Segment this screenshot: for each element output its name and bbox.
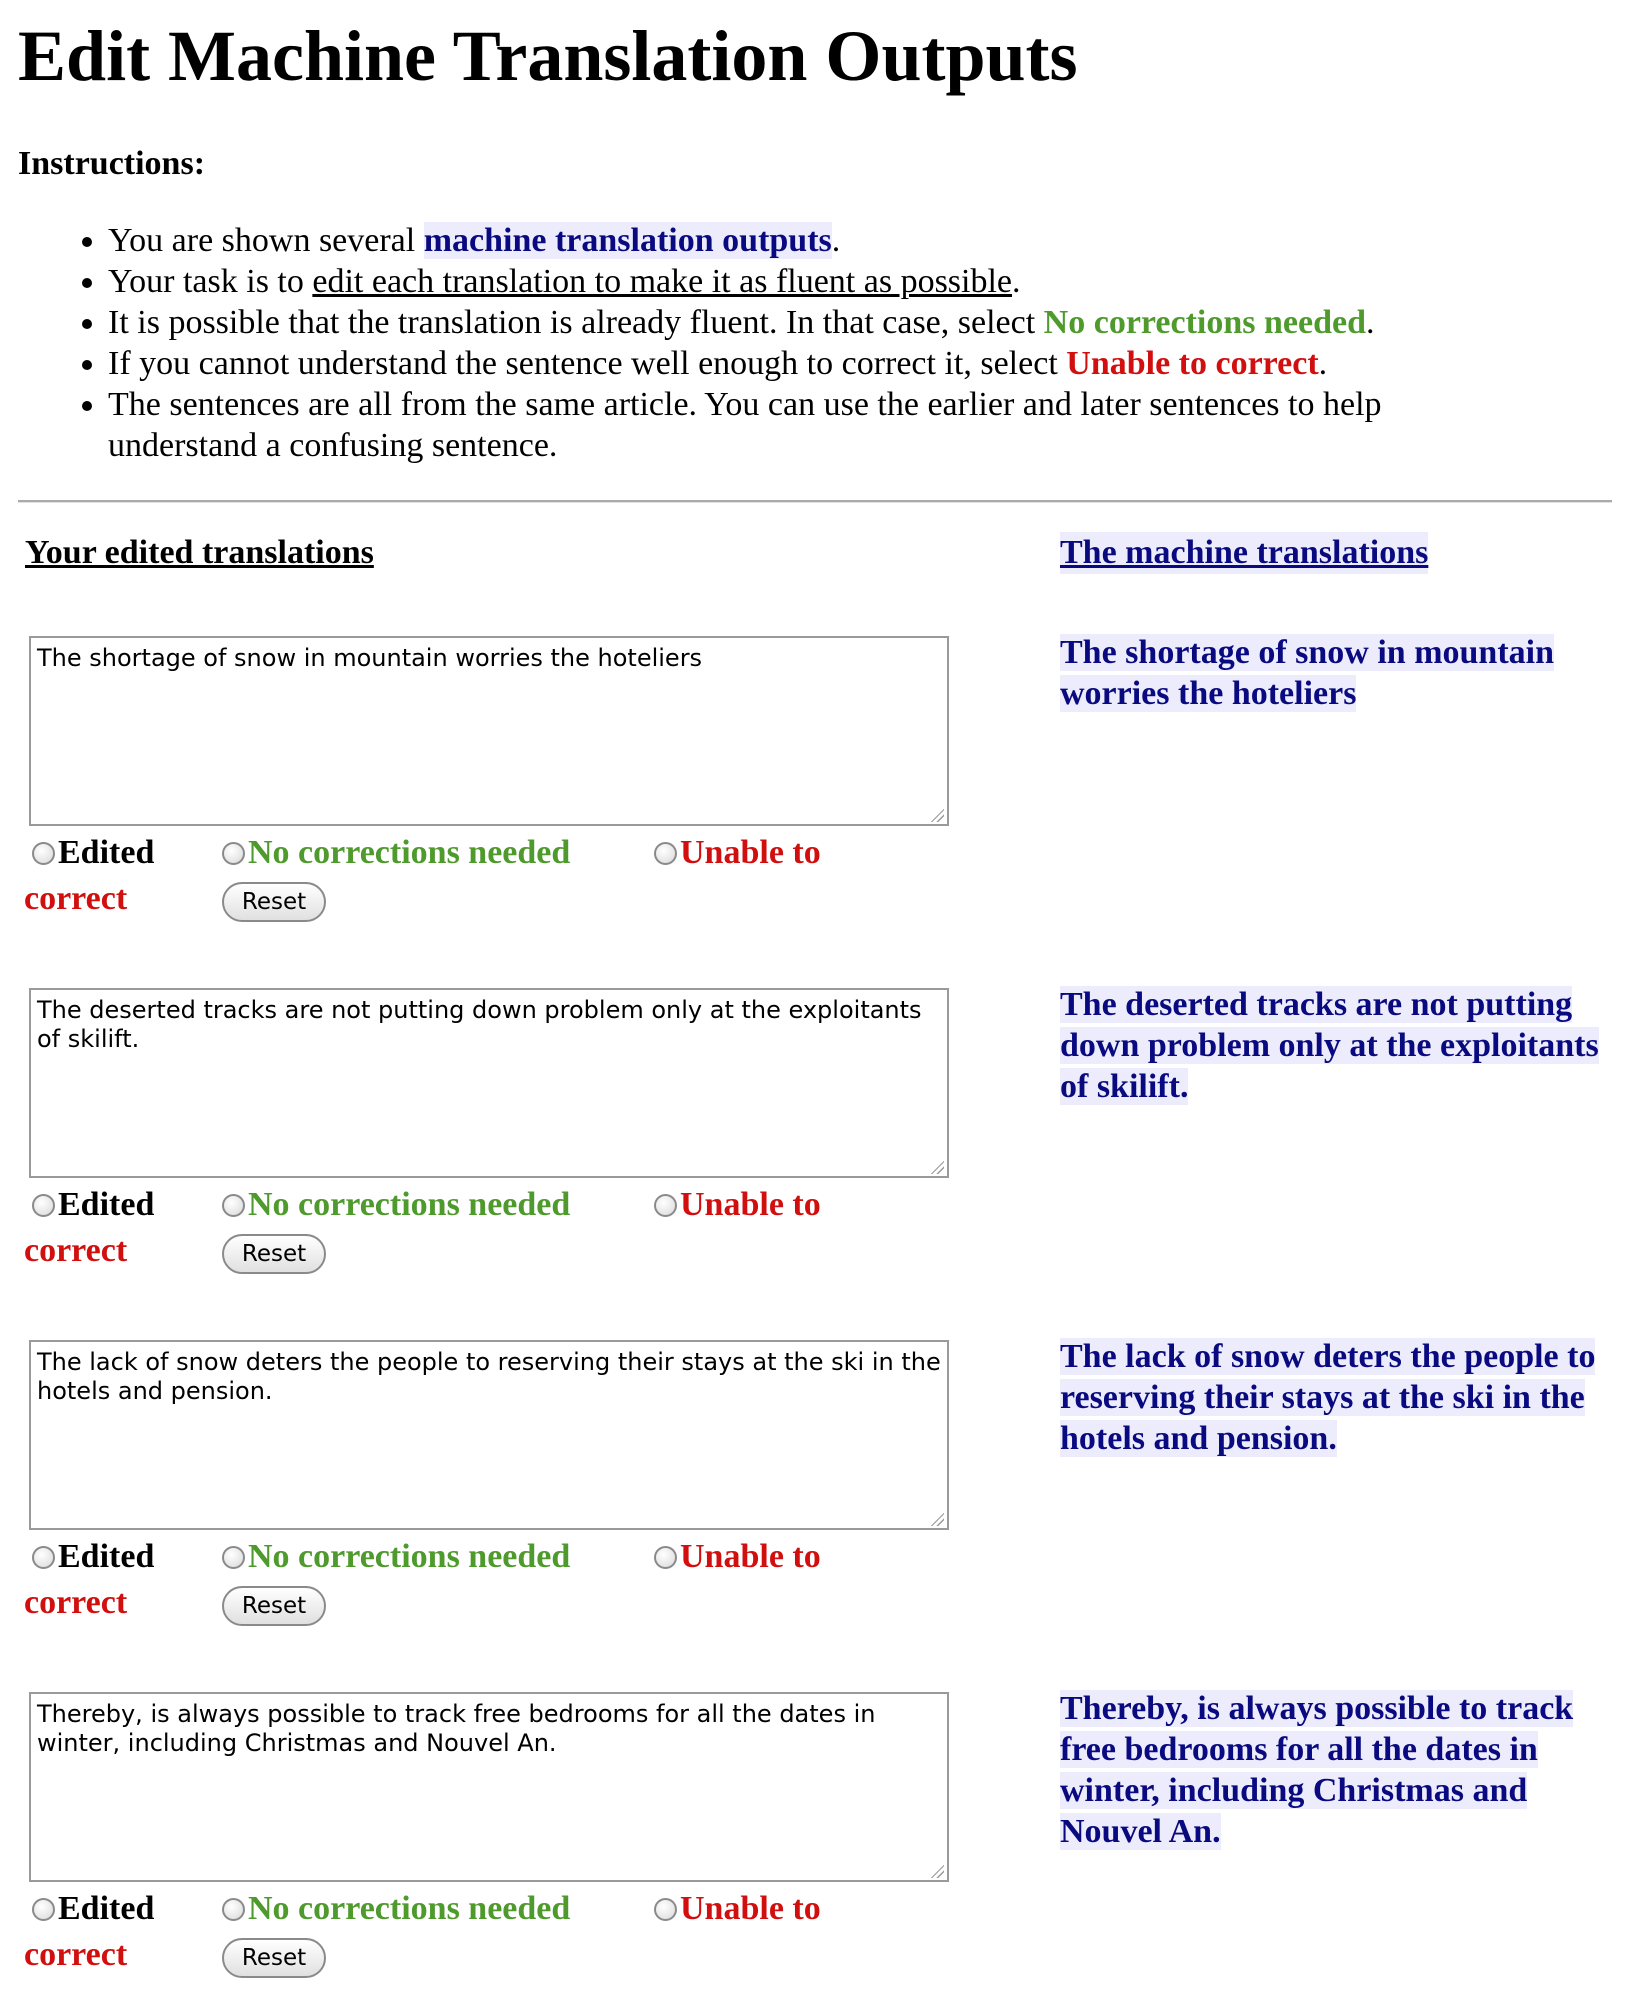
machine-translation-text: Thereby, is always possible to track free bedrooms for all the dates in winter, including Christmas and Nouvel An. xyxy=(1060,1690,1574,1850)
instruction-text: You are shown several xyxy=(108,222,424,259)
machine-translation xyxy=(1060,1336,1610,1459)
instruction-item xyxy=(108,343,1528,384)
sentence-block xyxy=(0,1692,1630,1992)
page-title: Edit Machine Translation Outputs xyxy=(18,16,1078,96)
choice-row xyxy=(0,1182,900,1282)
edited-option[interactable] xyxy=(32,1534,154,1580)
unable-label-continuation: correct xyxy=(24,880,128,917)
unable-radio[interactable] xyxy=(654,1546,677,1569)
no-corrections-option[interactable] xyxy=(222,1182,570,1228)
resize-grip-icon[interactable] xyxy=(928,1158,944,1174)
instruction-item xyxy=(108,220,1528,261)
translation-edit-field[interactable] xyxy=(29,1692,949,1882)
machine-translation-text: The shortage of snow in mountain worries the hoteliers xyxy=(1060,634,1555,712)
no-corrections-radio[interactable] xyxy=(222,1898,245,1921)
resize-grip-icon[interactable] xyxy=(928,806,944,822)
edited-radio[interactable] xyxy=(32,1898,55,1921)
resize-grip-icon[interactable] xyxy=(928,1510,944,1526)
unable-label: Unable to xyxy=(680,1890,821,1927)
unable-label: Unable to xyxy=(680,1538,821,1575)
instruction-text: . xyxy=(1012,263,1021,300)
translation-edit-field[interactable] xyxy=(29,988,949,1178)
sentence-block xyxy=(0,636,1630,936)
translation-edit-field[interactable] xyxy=(29,636,949,826)
reset-button[interactable]: Reset xyxy=(222,882,326,922)
no-corrections-label: No corrections needed xyxy=(248,1538,571,1575)
edited-radio[interactable] xyxy=(32,842,55,865)
instruction-underline: edit each translation to make it as fluent as possible xyxy=(312,263,1013,300)
instruction-text: The sentences are all from the same article. You can use the earlier and later sentences to help understand a confusing sentence. xyxy=(108,386,1382,464)
unable-option[interactable] xyxy=(654,1886,821,1932)
unable-label: Unable to xyxy=(680,834,821,871)
unable-radio[interactable] xyxy=(654,842,677,865)
unable-radio[interactable] xyxy=(654,1898,677,1921)
edited-label: Edited xyxy=(58,834,155,871)
edited-option[interactable] xyxy=(32,1886,154,1932)
no-corrections-radio[interactable] xyxy=(222,842,245,865)
edited-translations-heading: Your edited translations xyxy=(25,534,374,571)
divider xyxy=(18,500,1612,503)
edited-option[interactable] xyxy=(32,830,154,876)
unable-label-continuation: correct xyxy=(24,1936,128,1973)
instruction-text: If you cannot understand the sentence well enough to correct it, select xyxy=(108,345,1067,382)
machine-translation-text: The lack of snow deters the people to reserving their stays at the ski in the hotels and pension. xyxy=(1060,1338,1596,1457)
edited-label: Edited xyxy=(58,1890,155,1927)
machine-translation-text: The deserted tracks are not putting down problem only at the exploitants of skilift. xyxy=(1060,986,1599,1105)
choice-row xyxy=(0,830,900,930)
edited-label: Edited xyxy=(58,1538,155,1575)
no-corrections-label: No corrections needed xyxy=(248,834,571,871)
reset-button[interactable]: Reset xyxy=(222,1586,326,1626)
machine-translation xyxy=(1060,1688,1610,1852)
translation-edit-field[interactable] xyxy=(29,1340,949,1530)
no-corrections-option[interactable] xyxy=(222,830,570,876)
unable-label: Unable to xyxy=(680,1186,821,1223)
no-corrections-radio[interactable] xyxy=(222,1546,245,1569)
no-corrections-option[interactable] xyxy=(222,1534,570,1580)
instruction-item xyxy=(108,261,1528,302)
instruction-highlight: machine translation outputs xyxy=(423,222,832,259)
instruction-text: It is possible that the translation is already fluent. In that case, select xyxy=(108,304,1044,341)
instruction-text: . xyxy=(1318,345,1328,382)
resize-grip-icon[interactable] xyxy=(928,1862,944,1878)
instructions-heading: Instructions: xyxy=(18,145,206,182)
sentence-block xyxy=(0,988,1630,1288)
no-corrections-radio[interactable] xyxy=(222,1194,245,1217)
machine-translation xyxy=(1060,984,1610,1107)
unable-option[interactable] xyxy=(654,1182,821,1228)
choice-row xyxy=(0,1534,900,1634)
no-corrections-label: No corrections needed xyxy=(248,1890,571,1927)
unable-radio[interactable] xyxy=(654,1194,677,1217)
machine-translations-heading: The machine translations xyxy=(1060,532,1428,574)
instruction-red: Unable to correct xyxy=(1066,345,1319,382)
sentence-block xyxy=(0,1340,1630,1640)
reset-button[interactable]: Reset xyxy=(222,1938,326,1978)
reset-button[interactable]: Reset xyxy=(222,1234,326,1274)
instruction-text: . xyxy=(1365,304,1375,341)
no-corrections-option[interactable] xyxy=(222,1886,570,1932)
no-corrections-label: No corrections needed xyxy=(248,1186,571,1223)
instruction-green: No corrections needed xyxy=(1043,304,1366,341)
instruction-text: Your task is to xyxy=(108,263,313,300)
instruction-item xyxy=(108,384,1528,466)
edited-option[interactable] xyxy=(32,1182,154,1228)
choice-row xyxy=(0,1886,900,1986)
instructions-list xyxy=(18,220,1528,466)
edited-radio[interactable] xyxy=(32,1194,55,1217)
edited-label: Edited xyxy=(58,1186,155,1223)
unable-option[interactable] xyxy=(654,830,821,876)
unable-label-continuation: correct xyxy=(24,1232,128,1269)
edited-radio[interactable] xyxy=(32,1546,55,1569)
instruction-text: . xyxy=(831,222,841,259)
machine-translation xyxy=(1060,632,1610,714)
unable-option[interactable] xyxy=(654,1534,821,1580)
unable-label-continuation: correct xyxy=(24,1584,128,1621)
instruction-item xyxy=(108,302,1528,343)
